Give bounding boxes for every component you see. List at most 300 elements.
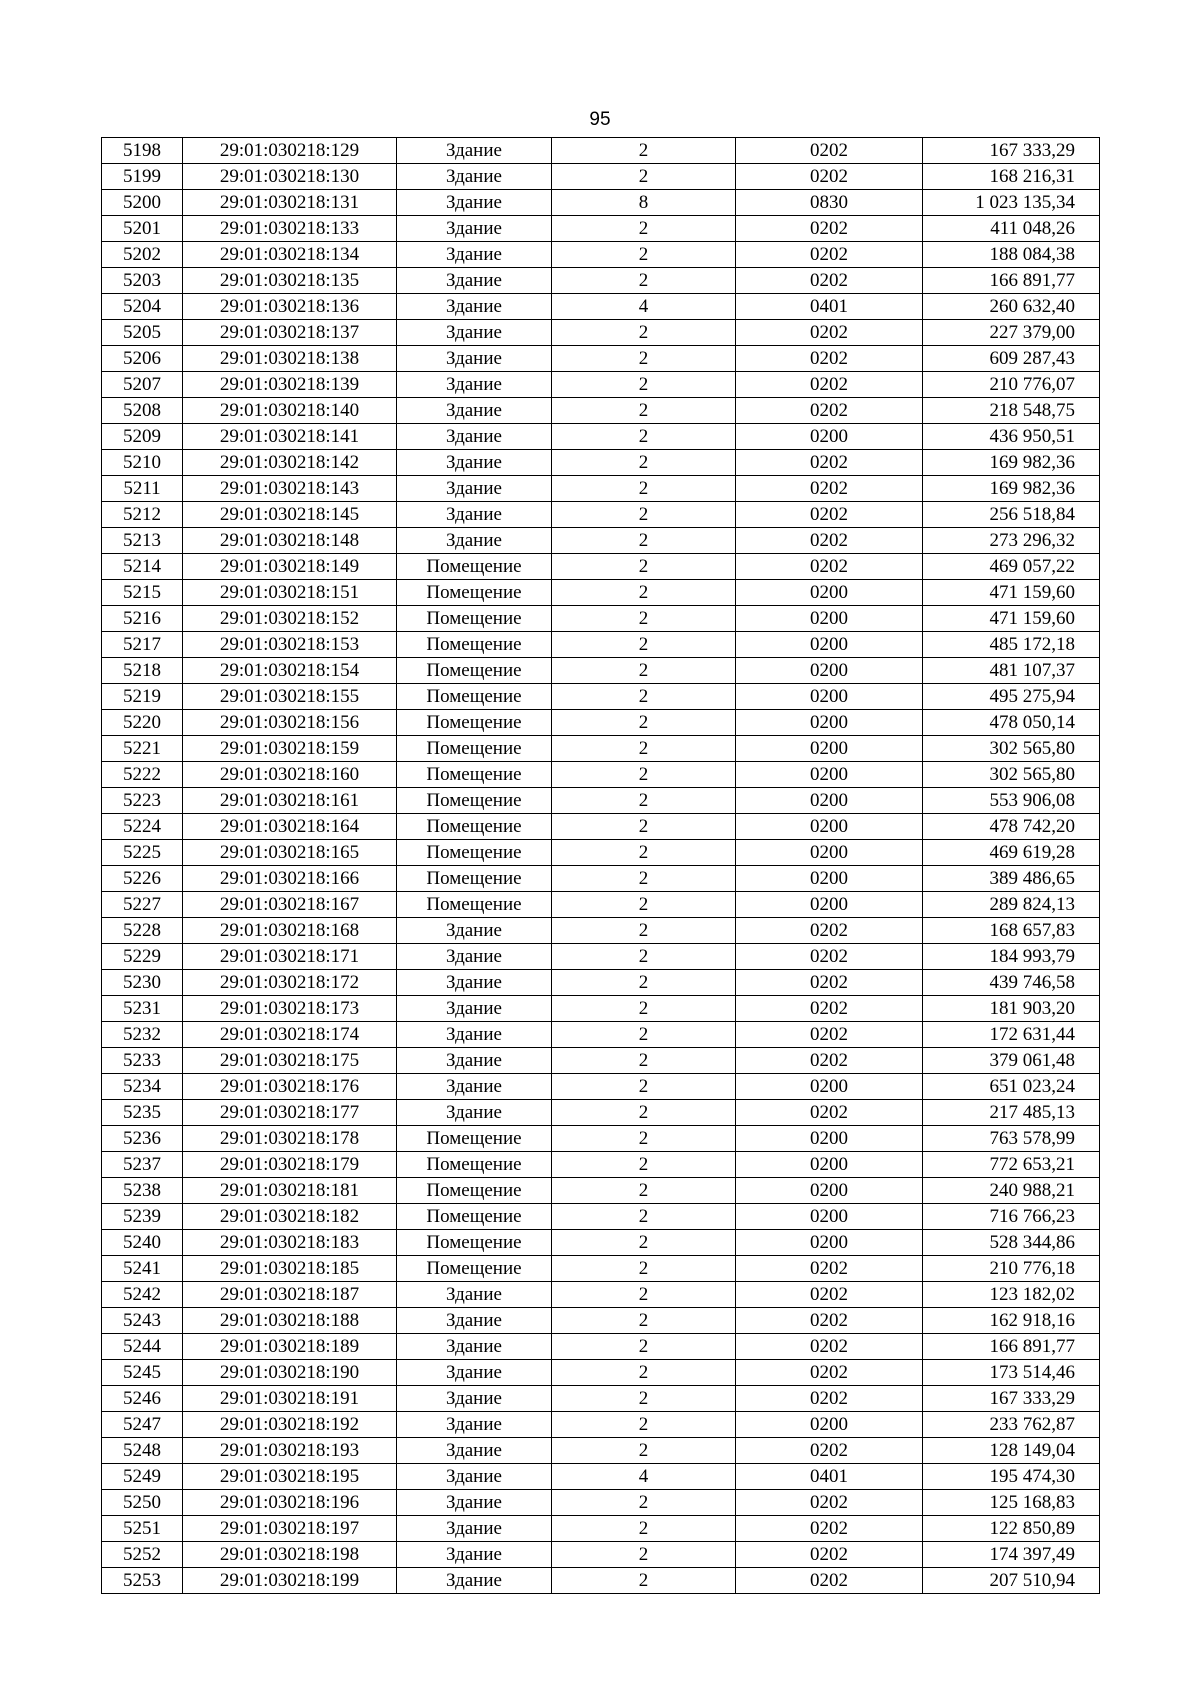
cadastral-value-cell: 173 514,46: [923, 1360, 1100, 1386]
table-row: [102, 1048, 1100, 1074]
cadastral-value-cell: 651 023,24: [923, 1074, 1100, 1100]
group-code-cell: 2: [552, 684, 736, 710]
table-row: [102, 476, 1100, 502]
row-number-cell: 5228: [102, 918, 183, 944]
object-type-cell: Здание: [397, 1048, 552, 1074]
subgroup-code-cell: 0200: [736, 814, 923, 840]
group-code-cell: 2: [552, 1308, 736, 1334]
cadastral-number-cell: 29:01:030218:176: [183, 1074, 397, 1100]
cadastral-number-cell: 29:01:030218:161: [183, 788, 397, 814]
registry-table: [101, 137, 1100, 1594]
cadastral-value-cell: 217 485,13: [923, 1100, 1100, 1126]
table-row: [102, 216, 1100, 242]
table-row: [102, 1230, 1100, 1256]
group-code-cell: 4: [552, 294, 736, 320]
cadastral-number-cell: 29:01:030218:149: [183, 554, 397, 580]
subgroup-code-cell: 0200: [736, 632, 923, 658]
cadastral-number-cell: 29:01:030218:164: [183, 814, 397, 840]
object-type-cell: Помещение: [397, 684, 552, 710]
subgroup-code-cell: 0202: [736, 996, 923, 1022]
object-type-cell: Помещение: [397, 1178, 552, 1204]
group-code-cell: 2: [552, 944, 736, 970]
table-row: [102, 996, 1100, 1022]
subgroup-code-cell: 0200: [736, 658, 923, 684]
object-type-cell: Помещение: [397, 736, 552, 762]
row-number-cell: 5205: [102, 320, 183, 346]
row-number-cell: 5223: [102, 788, 183, 814]
object-type-cell: Здание: [397, 1282, 552, 1308]
group-code-cell: 2: [552, 658, 736, 684]
subgroup-code-cell: 0200: [736, 1126, 923, 1152]
group-code-cell: 2: [552, 1490, 736, 1516]
row-number-cell: 5239: [102, 1204, 183, 1230]
cadastral-number-cell: 29:01:030218:188: [183, 1308, 397, 1334]
cadastral-value-cell: 188 084,38: [923, 242, 1100, 268]
row-number-cell: 5227: [102, 892, 183, 918]
page-number: 95: [589, 109, 611, 130]
cadastral-value-cell: 478 050,14: [923, 710, 1100, 736]
table-row: [102, 1386, 1100, 1412]
row-number-cell: 5242: [102, 1282, 183, 1308]
row-number-cell: 5213: [102, 528, 183, 554]
group-code-cell: 2: [552, 918, 736, 944]
group-code-cell: 2: [552, 632, 736, 658]
row-number-cell: 5218: [102, 658, 183, 684]
row-number-cell: 5209: [102, 424, 183, 450]
cadastral-value-cell: 207 510,94: [923, 1568, 1100, 1594]
group-code-cell: 2: [552, 1360, 736, 1386]
cadastral-value-cell: 172 631,44: [923, 1022, 1100, 1048]
group-code-cell: 2: [552, 450, 736, 476]
group-code-cell: 2: [552, 346, 736, 372]
table-row: [102, 866, 1100, 892]
row-number-cell: 5198: [102, 138, 183, 164]
cadastral-value-cell: 553 906,08: [923, 788, 1100, 814]
object-type-cell: Здание: [397, 1360, 552, 1386]
cadastral-number-cell: 29:01:030218:198: [183, 1542, 397, 1568]
table-row: [102, 294, 1100, 320]
table-row: [102, 268, 1100, 294]
group-code-cell: 2: [552, 1334, 736, 1360]
table-row: [102, 1360, 1100, 1386]
row-number-cell: 5201: [102, 216, 183, 242]
row-number-cell: 5247: [102, 1412, 183, 1438]
subgroup-code-cell: 0200: [736, 1412, 923, 1438]
row-number-cell: 5220: [102, 710, 183, 736]
object-type-cell: Здание: [397, 476, 552, 502]
group-code-cell: 2: [552, 1178, 736, 1204]
cadastral-number-cell: 29:01:030218:189: [183, 1334, 397, 1360]
cadastral-value-cell: 302 565,80: [923, 762, 1100, 788]
cadastral-value-cell: 168 216,31: [923, 164, 1100, 190]
table-row: [102, 424, 1100, 450]
table-row: [102, 1152, 1100, 1178]
subgroup-code-cell: 0830: [736, 190, 923, 216]
table-row: [102, 892, 1100, 918]
cadastral-value-cell: 218 548,75: [923, 398, 1100, 424]
object-type-cell: Здание: [397, 346, 552, 372]
subgroup-code-cell: 0202: [736, 1100, 923, 1126]
object-type-cell: Здание: [397, 996, 552, 1022]
subgroup-code-cell: 0202: [736, 346, 923, 372]
object-type-cell: Здание: [397, 502, 552, 528]
cadastral-value-cell: 763 578,99: [923, 1126, 1100, 1152]
object-type-cell: Помещение: [397, 840, 552, 866]
group-code-cell: 8: [552, 190, 736, 216]
cadastral-value-cell: 411 048,26: [923, 216, 1100, 242]
row-number-cell: 5250: [102, 1490, 183, 1516]
group-code-cell: 2: [552, 138, 736, 164]
row-number-cell: 5243: [102, 1308, 183, 1334]
group-code-cell: 2: [552, 502, 736, 528]
group-code-cell: 2: [552, 892, 736, 918]
object-type-cell: Здание: [397, 242, 552, 268]
cadastral-number-cell: 29:01:030218:182: [183, 1204, 397, 1230]
cadastral-value-cell: 471 159,60: [923, 580, 1100, 606]
table-row: [102, 788, 1100, 814]
object-type-cell: Здание: [397, 450, 552, 476]
table-row: [102, 1568, 1100, 1594]
cadastral-value-cell: 122 850,89: [923, 1516, 1100, 1542]
subgroup-code-cell: 0202: [736, 1282, 923, 1308]
group-code-cell: 2: [552, 164, 736, 190]
group-code-cell: 2: [552, 398, 736, 424]
object-type-cell: Здание: [397, 164, 552, 190]
row-number-cell: 5214: [102, 554, 183, 580]
cadastral-number-cell: 29:01:030218:152: [183, 606, 397, 632]
cadastral-number-cell: 29:01:030218:195: [183, 1464, 397, 1490]
group-code-cell: 2: [552, 1256, 736, 1282]
table-row: [102, 944, 1100, 970]
object-type-cell: Здание: [397, 216, 552, 242]
cadastral-number-cell: 29:01:030218:148: [183, 528, 397, 554]
object-type-cell: Здание: [397, 1022, 552, 1048]
cadastral-value-cell: 439 746,58: [923, 970, 1100, 996]
object-type-cell: Здание: [397, 1516, 552, 1542]
subgroup-code-cell: 0200: [736, 1152, 923, 1178]
cadastral-number-cell: 29:01:030218:187: [183, 1282, 397, 1308]
cadastral-number-cell: 29:01:030218:136: [183, 294, 397, 320]
group-code-cell: 2: [552, 1074, 736, 1100]
subgroup-code-cell: 0200: [736, 736, 923, 762]
cadastral-value-cell: 481 107,37: [923, 658, 1100, 684]
object-type-cell: Помещение: [397, 1230, 552, 1256]
row-number-cell: 5221: [102, 736, 183, 762]
table-row: [102, 1022, 1100, 1048]
cadastral-value-cell: 169 982,36: [923, 450, 1100, 476]
cadastral-value-cell: 485 172,18: [923, 632, 1100, 658]
cadastral-number-cell: 29:01:030218:156: [183, 710, 397, 736]
row-number-cell: 5200: [102, 190, 183, 216]
object-type-cell: Помещение: [397, 1126, 552, 1152]
object-type-cell: Здание: [397, 970, 552, 996]
group-code-cell: 2: [552, 814, 736, 840]
cadastral-value-cell: 169 982,36: [923, 476, 1100, 502]
registry-table-body: [102, 138, 1100, 1594]
table-row: [102, 242, 1100, 268]
table-row: [102, 1490, 1100, 1516]
cadastral-value-cell: 716 766,23: [923, 1204, 1100, 1230]
cadastral-number-cell: 29:01:030218:177: [183, 1100, 397, 1126]
table-row: [102, 814, 1100, 840]
subgroup-code-cell: 0202: [736, 944, 923, 970]
cadastral-number-cell: 29:01:030218:153: [183, 632, 397, 658]
row-number-cell: 5233: [102, 1048, 183, 1074]
cadastral-number-cell: 29:01:030218:151: [183, 580, 397, 606]
object-type-cell: Помещение: [397, 892, 552, 918]
cadastral-value-cell: 210 776,07: [923, 372, 1100, 398]
subgroup-code-cell: 0200: [736, 424, 923, 450]
cadastral-number-cell: 29:01:030218:135: [183, 268, 397, 294]
table-row: [102, 398, 1100, 424]
row-number-cell: 5199: [102, 164, 183, 190]
object-type-cell: Помещение: [397, 658, 552, 684]
object-type-cell: Помещение: [397, 788, 552, 814]
row-number-cell: 5222: [102, 762, 183, 788]
row-number-cell: 5232: [102, 1022, 183, 1048]
object-type-cell: Помещение: [397, 554, 552, 580]
cadastral-value-cell: 1 023 135,34: [923, 190, 1100, 216]
object-type-cell: Здание: [397, 1386, 552, 1412]
cadastral-number-cell: 29:01:030218:178: [183, 1126, 397, 1152]
subgroup-code-cell: 0202: [736, 268, 923, 294]
group-code-cell: 2: [552, 1386, 736, 1412]
row-number-cell: 5226: [102, 866, 183, 892]
table-row: [102, 1308, 1100, 1334]
row-number-cell: 5206: [102, 346, 183, 372]
cadastral-number-cell: 29:01:030218:173: [183, 996, 397, 1022]
row-number-cell: 5253: [102, 1568, 183, 1594]
table-row: [102, 1204, 1100, 1230]
group-code-cell: 2: [552, 1100, 736, 1126]
table-row: [102, 1464, 1100, 1490]
subgroup-code-cell: 0202: [736, 320, 923, 346]
object-type-cell: Здание: [397, 424, 552, 450]
row-number-cell: 5244: [102, 1334, 183, 1360]
object-type-cell: Помещение: [397, 632, 552, 658]
cadastral-value-cell: 166 891,77: [923, 268, 1100, 294]
group-code-cell: 2: [552, 970, 736, 996]
cadastral-number-cell: 29:01:030218:139: [183, 372, 397, 398]
object-type-cell: Помещение: [397, 814, 552, 840]
subgroup-code-cell: 0202: [736, 1256, 923, 1282]
subgroup-code-cell: 0202: [736, 502, 923, 528]
row-number-cell: 5224: [102, 814, 183, 840]
row-number-cell: 5245: [102, 1360, 183, 1386]
row-number-cell: 5212: [102, 502, 183, 528]
subgroup-code-cell: 0202: [736, 450, 923, 476]
cadastral-value-cell: 184 993,79: [923, 944, 1100, 970]
table-row: [102, 1282, 1100, 1308]
table-row: [102, 528, 1100, 554]
group-code-cell: 2: [552, 710, 736, 736]
subgroup-code-cell: 0200: [736, 1204, 923, 1230]
table-row: [102, 710, 1100, 736]
group-code-cell: 2: [552, 1542, 736, 1568]
cadastral-value-cell: 167 333,29: [923, 138, 1100, 164]
subgroup-code-cell: 0202: [736, 372, 923, 398]
subgroup-code-cell: 0202: [736, 1542, 923, 1568]
object-type-cell: Помещение: [397, 866, 552, 892]
table-row: [102, 372, 1100, 398]
group-code-cell: 2: [552, 1412, 736, 1438]
cadastral-value-cell: 162 918,16: [923, 1308, 1100, 1334]
subgroup-code-cell: 0401: [736, 1464, 923, 1490]
table-row: [102, 164, 1100, 190]
object-type-cell: Здание: [397, 1412, 552, 1438]
table-row: [102, 1516, 1100, 1542]
row-number-cell: 5215: [102, 580, 183, 606]
group-code-cell: 2: [552, 424, 736, 450]
group-code-cell: 2: [552, 580, 736, 606]
row-number-cell: 5203: [102, 268, 183, 294]
cadastral-value-cell: 495 275,94: [923, 684, 1100, 710]
subgroup-code-cell: 0202: [736, 1360, 923, 1386]
object-type-cell: Помещение: [397, 1204, 552, 1230]
object-type-cell: Помещение: [397, 710, 552, 736]
object-type-cell: Здание: [397, 294, 552, 320]
object-type-cell: Помещение: [397, 1152, 552, 1178]
object-type-cell: Здание: [397, 1490, 552, 1516]
object-type-cell: Здание: [397, 1308, 552, 1334]
group-code-cell: 2: [552, 476, 736, 502]
cadastral-number-cell: 29:01:030218:183: [183, 1230, 397, 1256]
cadastral-number-cell: 29:01:030218:142: [183, 450, 397, 476]
row-number-cell: 5238: [102, 1178, 183, 1204]
group-code-cell: 2: [552, 1048, 736, 1074]
subgroup-code-cell: 0202: [736, 1334, 923, 1360]
cadastral-number-cell: 29:01:030218:166: [183, 866, 397, 892]
cadastral-value-cell: 256 518,84: [923, 502, 1100, 528]
object-type-cell: Здание: [397, 1100, 552, 1126]
cadastral-number-cell: 29:01:030218:174: [183, 1022, 397, 1048]
cadastral-number-cell: 29:01:030218:165: [183, 840, 397, 866]
table-row: [102, 190, 1100, 216]
row-number-cell: 5210: [102, 450, 183, 476]
cadastral-value-cell: 123 182,02: [923, 1282, 1100, 1308]
object-type-cell: Здание: [397, 1074, 552, 1100]
cadastral-value-cell: 240 988,21: [923, 1178, 1100, 1204]
object-type-cell: Помещение: [397, 580, 552, 606]
row-number-cell: 5217: [102, 632, 183, 658]
table-row: [102, 450, 1100, 476]
object-type-cell: Помещение: [397, 606, 552, 632]
group-code-cell: 2: [552, 1282, 736, 1308]
table-row: [102, 580, 1100, 606]
row-number-cell: 5216: [102, 606, 183, 632]
row-number-cell: 5235: [102, 1100, 183, 1126]
subgroup-code-cell: 0202: [736, 1516, 923, 1542]
cadastral-number-cell: 29:01:030218:191: [183, 1386, 397, 1412]
cadastral-number-cell: 29:01:030218:143: [183, 476, 397, 502]
row-number-cell: 5219: [102, 684, 183, 710]
row-number-cell: 5248: [102, 1438, 183, 1464]
cadastral-value-cell: 195 474,30: [923, 1464, 1100, 1490]
table-row: [102, 1334, 1100, 1360]
group-code-cell: 2: [552, 1438, 736, 1464]
cadastral-number-cell: 29:01:030218:138: [183, 346, 397, 372]
row-number-cell: 5251: [102, 1516, 183, 1542]
group-code-cell: 2: [552, 216, 736, 242]
group-code-cell: 2: [552, 1126, 736, 1152]
group-code-cell: 2: [552, 788, 736, 814]
group-code-cell: 2: [552, 242, 736, 268]
cadastral-value-cell: 174 397,49: [923, 1542, 1100, 1568]
table-row: [102, 684, 1100, 710]
table-row: [102, 658, 1100, 684]
object-type-cell: Здание: [397, 918, 552, 944]
cadastral-value-cell: 302 565,80: [923, 736, 1100, 762]
cadastral-number-cell: 29:01:030218:133: [183, 216, 397, 242]
object-type-cell: Здание: [397, 372, 552, 398]
cadastral-number-cell: 29:01:030218:130: [183, 164, 397, 190]
group-code-cell: 2: [552, 528, 736, 554]
subgroup-code-cell: 0202: [736, 138, 923, 164]
group-code-cell: 2: [552, 372, 736, 398]
cadastral-number-cell: 29:01:030218:181: [183, 1178, 397, 1204]
subgroup-code-cell: 0200: [736, 1230, 923, 1256]
cadastral-value-cell: 772 653,21: [923, 1152, 1100, 1178]
group-code-cell: 2: [552, 1152, 736, 1178]
subgroup-code-cell: 0202: [736, 1386, 923, 1412]
cadastral-value-cell: 528 344,86: [923, 1230, 1100, 1256]
cadastral-value-cell: 469 619,28: [923, 840, 1100, 866]
table-row: [102, 736, 1100, 762]
subgroup-code-cell: 0200: [736, 866, 923, 892]
row-number-cell: 5230: [102, 970, 183, 996]
group-code-cell: 2: [552, 762, 736, 788]
group-code-cell: 2: [552, 1568, 736, 1594]
subgroup-code-cell: 0200: [736, 788, 923, 814]
cadastral-number-cell: 29:01:030218:167: [183, 892, 397, 918]
object-type-cell: Здание: [397, 398, 552, 424]
cadastral-value-cell: 389 486,65: [923, 866, 1100, 892]
cadastral-value-cell: 289 824,13: [923, 892, 1100, 918]
subgroup-code-cell: 0202: [736, 918, 923, 944]
table-row: [102, 1542, 1100, 1568]
cadastral-number-cell: 29:01:030218:160: [183, 762, 397, 788]
table-row: [102, 606, 1100, 632]
subgroup-code-cell: 0202: [736, 398, 923, 424]
row-number-cell: 5225: [102, 840, 183, 866]
group-code-cell: 2: [552, 1230, 736, 1256]
row-number-cell: 5207: [102, 372, 183, 398]
subgroup-code-cell: 0202: [736, 1048, 923, 1074]
cadastral-number-cell: 29:01:030218:145: [183, 502, 397, 528]
table-row: [102, 762, 1100, 788]
cadastral-value-cell: 227 379,00: [923, 320, 1100, 346]
table-row: [102, 918, 1100, 944]
table-row: [102, 320, 1100, 346]
table-row: [102, 1412, 1100, 1438]
cadastral-value-cell: 181 903,20: [923, 996, 1100, 1022]
table-row: [102, 840, 1100, 866]
row-number-cell: 5204: [102, 294, 183, 320]
table-row: [102, 502, 1100, 528]
group-code-cell: 2: [552, 320, 736, 346]
group-code-cell: 2: [552, 554, 736, 580]
table-row: [102, 1438, 1100, 1464]
row-number-cell: 5234: [102, 1074, 183, 1100]
group-code-cell: 2: [552, 996, 736, 1022]
subgroup-code-cell: 0202: [736, 1490, 923, 1516]
subgroup-code-cell: 0202: [736, 216, 923, 242]
cadastral-value-cell: 233 762,87: [923, 1412, 1100, 1438]
table-row: [102, 138, 1100, 164]
row-number-cell: 5246: [102, 1386, 183, 1412]
cadastral-number-cell: 29:01:030218:196: [183, 1490, 397, 1516]
group-code-cell: 4: [552, 1464, 736, 1490]
